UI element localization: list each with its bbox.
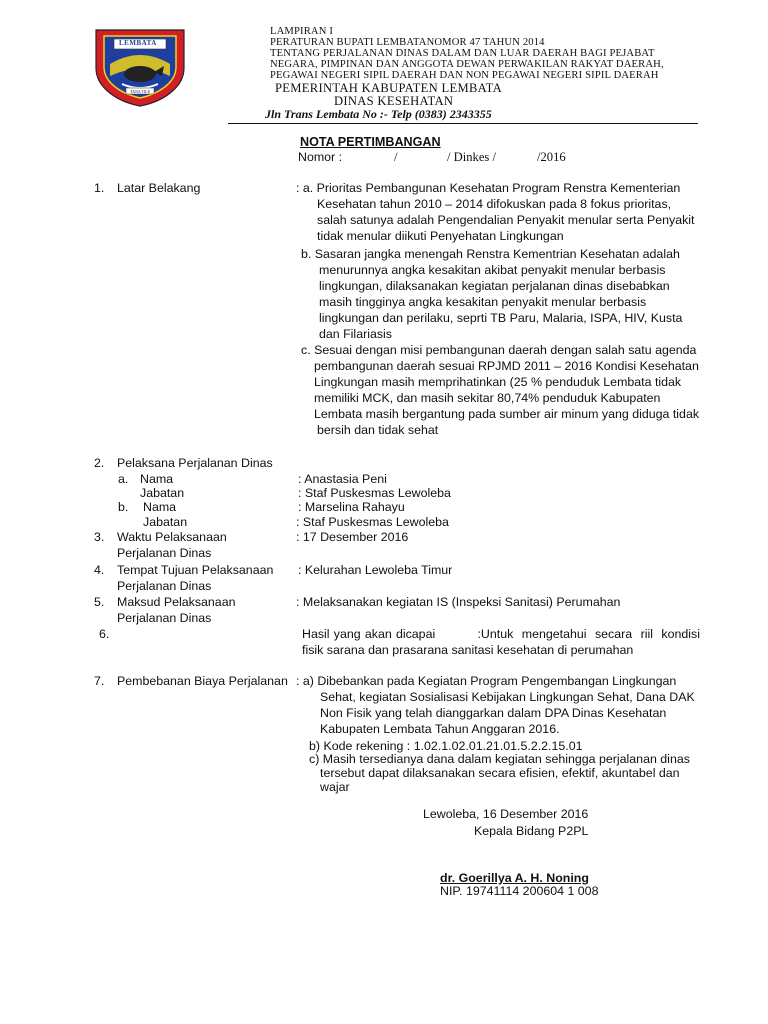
s1-c-line-1: c. Sesuai dengan misi pembangunan daerah dengan salah satu agenda xyxy=(301,343,697,357)
alamat-line: Jln Trans Lembata No :- Telp (0383) 2343355 xyxy=(265,107,492,121)
lembata-shield-emblem xyxy=(92,24,188,108)
document-title: NOTA PERTIMBANGAN xyxy=(300,135,441,149)
s4-label-2: Perjalanan Dinas xyxy=(117,579,212,593)
kabupaten-logo xyxy=(92,24,188,108)
s2-b-jabatan-label: Jabatan xyxy=(143,515,188,529)
s2-a-jabatan-label: Jabatan xyxy=(140,486,185,500)
s5-label-1: Maksud Pelaksanaan xyxy=(117,595,236,609)
s2-a-nama-label: Nama xyxy=(140,472,174,486)
s7-a-line-3: Non Fisik yang telah dianggarkan dalam DPA Dinas Kesehatan xyxy=(320,706,667,720)
s4-value: : Kelurahan Lewoleba Timur xyxy=(298,563,453,577)
s2-number: 2. xyxy=(94,456,105,470)
s3-label-2: Perjalanan Dinas xyxy=(117,546,212,560)
s2-b-nama-label: Nama xyxy=(143,500,177,514)
s2-b-jabatan-value: : Staf Puskesmas Lewoleba xyxy=(296,515,449,529)
s5-number: 5. xyxy=(94,595,105,609)
s1-b-line-3: lingkungan, dilaksanakan kegiatan perjalanan dinas disebabkan xyxy=(319,279,670,293)
s6-number: 6. xyxy=(99,627,110,641)
s6-line-1: Hasil yang akan dicapai :Untuk mengetahui secara riil kondisi xyxy=(302,627,700,641)
s7-label: Pembebanan Biaya Perjalanan xyxy=(117,674,288,688)
nomor-dinkes: / Dinkes / xyxy=(447,150,496,164)
pemerintah-title: PEMERINTAH KABUPATEN LEMBATA xyxy=(275,81,503,95)
dinas-title: DINAS KESEHATAN xyxy=(334,94,454,108)
tentang-line-1: TENTANG PERJALANAN DINAS DALAM DAN LUAR DAERAH BAGI PEJABAT xyxy=(270,48,655,59)
s2-b-marker: b. xyxy=(118,500,129,514)
header-divider xyxy=(228,123,698,124)
s4-label-1: Tempat Tujuan Pelaksanaan xyxy=(117,563,274,577)
s1-c-line-6: bersih dan tidak sehat xyxy=(317,423,439,437)
s7-b-line: b) Kode rekening : 1.02.1.02.01.21.01.5.2.2.15.01 xyxy=(309,739,583,753)
s2-a-jabatan-value: : Staf Puskesmas Lewoleba xyxy=(298,486,451,500)
nomor-label: Nomor : xyxy=(298,150,343,164)
s7-c-line-3: wajar xyxy=(320,780,350,794)
s2-a-nama-value: : Anastasia Peni xyxy=(298,472,387,486)
s2-label: Pelaksana Perjalanan Dinas xyxy=(117,456,273,470)
signature-name: dr. Goerillya A. H. Noning xyxy=(440,871,589,885)
s1-label: Latar Belakang xyxy=(117,181,201,195)
signature-place-date: Lewoleba, 16 Desember 2016 xyxy=(423,807,589,821)
s3-value: : 17 Desember 2016 xyxy=(296,530,409,544)
s6-line-2: fisik sarana dan prasarana sanitasi kesehatan di perumahan xyxy=(302,643,634,657)
logo-motto-text: TANA TILE xyxy=(130,89,151,94)
s1-c-line-5: Lembata masih bergantung pada sumber air minum yang diduga tidak xyxy=(314,407,700,421)
s3-number: 3. xyxy=(94,530,105,544)
s7-a-line-1: : a) Dibebankan pada Kegiatan Program Pengembangan Lingkungan xyxy=(296,674,677,688)
s1-c-line-4: memiliki MCK, dan masih sekitar 80,74% penduduk Kabupaten xyxy=(314,391,661,405)
nomor-slash-1: / xyxy=(394,150,398,164)
tentang-line-2: NEGARA, PIMPINAN DAN ANGGOTA DEWAN PERWAKILAN RAKYAT DAERAH, xyxy=(270,59,664,70)
s3-label-1: Waktu Pelaksanaan xyxy=(117,530,227,544)
signature-position: Kepala Bidang P2PL xyxy=(474,824,589,838)
s2-b-nama-value: : Marselina Rahayu xyxy=(298,500,405,514)
s1-number: 1. xyxy=(94,181,105,195)
s5-value: : Melaksanakan kegiatan IS (Inspeksi Sanitasi) Perumahan xyxy=(296,595,621,609)
tentang-line-3: PEGAWAI NEGERI SIPIL DAERAH DAN NON PEGAWAI NEGERI SIPIL DAERAH xyxy=(270,70,659,81)
signature-nip: NIP. 19741114 200604 1 008 xyxy=(440,884,599,898)
s1-b-line-4: masih tingginya angka kesakitan penyakit menular berbasis xyxy=(319,295,647,309)
s7-number: 7. xyxy=(94,674,105,688)
lampiran-label: LAMPIRAN I xyxy=(270,26,334,37)
logo-banner-text: LEMBATA xyxy=(119,39,157,47)
peraturan-line: PERATURAN BUPATI LEMBATANOMOR 47 TAHUN 2014 xyxy=(270,37,545,48)
s7-c-line-2: tersebut dapat dilaksanakan secara efisien, efektif, akuntabel dan xyxy=(320,766,680,780)
s7-a-line-2: Sehat, kegiatan Sosialisasi Kebijakan Lingkungan Sehat, Dana DAK xyxy=(320,690,695,704)
s5-label-2: Perjalanan Dinas xyxy=(117,611,212,625)
s1-c-line-2: pembangunan daerah sesuai RPJMD 2011 – 2016 Kondisi Kesehatan xyxy=(314,359,699,373)
s2-a-marker: a. xyxy=(118,472,129,486)
nomor-year: /2016 xyxy=(537,150,566,164)
s7-c-line-1: c) Masih tersedianya dana dalam kegiatan sehingga perjalanan dinas xyxy=(309,752,690,766)
s7-a-line-4: Kabupaten Lembata Tahun Anggaran 2016. xyxy=(320,722,560,736)
s1-b-line-5: lingkungan dan perilaku, seprti TB Paru, Malaria, ISPA, HIV, Kusta xyxy=(319,311,683,325)
s1-a-line-1: : a. Prioritas Pembangunan Kesehatan Program Renstra Kementerian xyxy=(296,181,681,195)
s1-a-line-2: Kesehatan tahun 2010 – 2014 difokuskan pada 8 fokus prioritas, xyxy=(317,197,672,211)
s1-b-line-2: menurunnya angka kesakitan akibat penyakit menular berbasis xyxy=(319,263,666,277)
s1-b-line-6: dan Filariasis xyxy=(319,327,392,341)
s1-a-line-3: salah satunya adalah Pengendalian Penyakit menular serta Penyakit xyxy=(317,213,695,227)
s4-number: 4. xyxy=(94,563,105,577)
s1-c-line-3: Lingkungan masih memprihatinkan (25 % penduduk Lembata tidak xyxy=(314,375,682,389)
s1-a-line-4: tidak menular diikuti Penyehatan Lingkungan xyxy=(317,229,564,243)
s1-b-line-1: b. Sasaran jangka menengah Renstra Kementrian Kesehatan adalah xyxy=(301,247,680,261)
